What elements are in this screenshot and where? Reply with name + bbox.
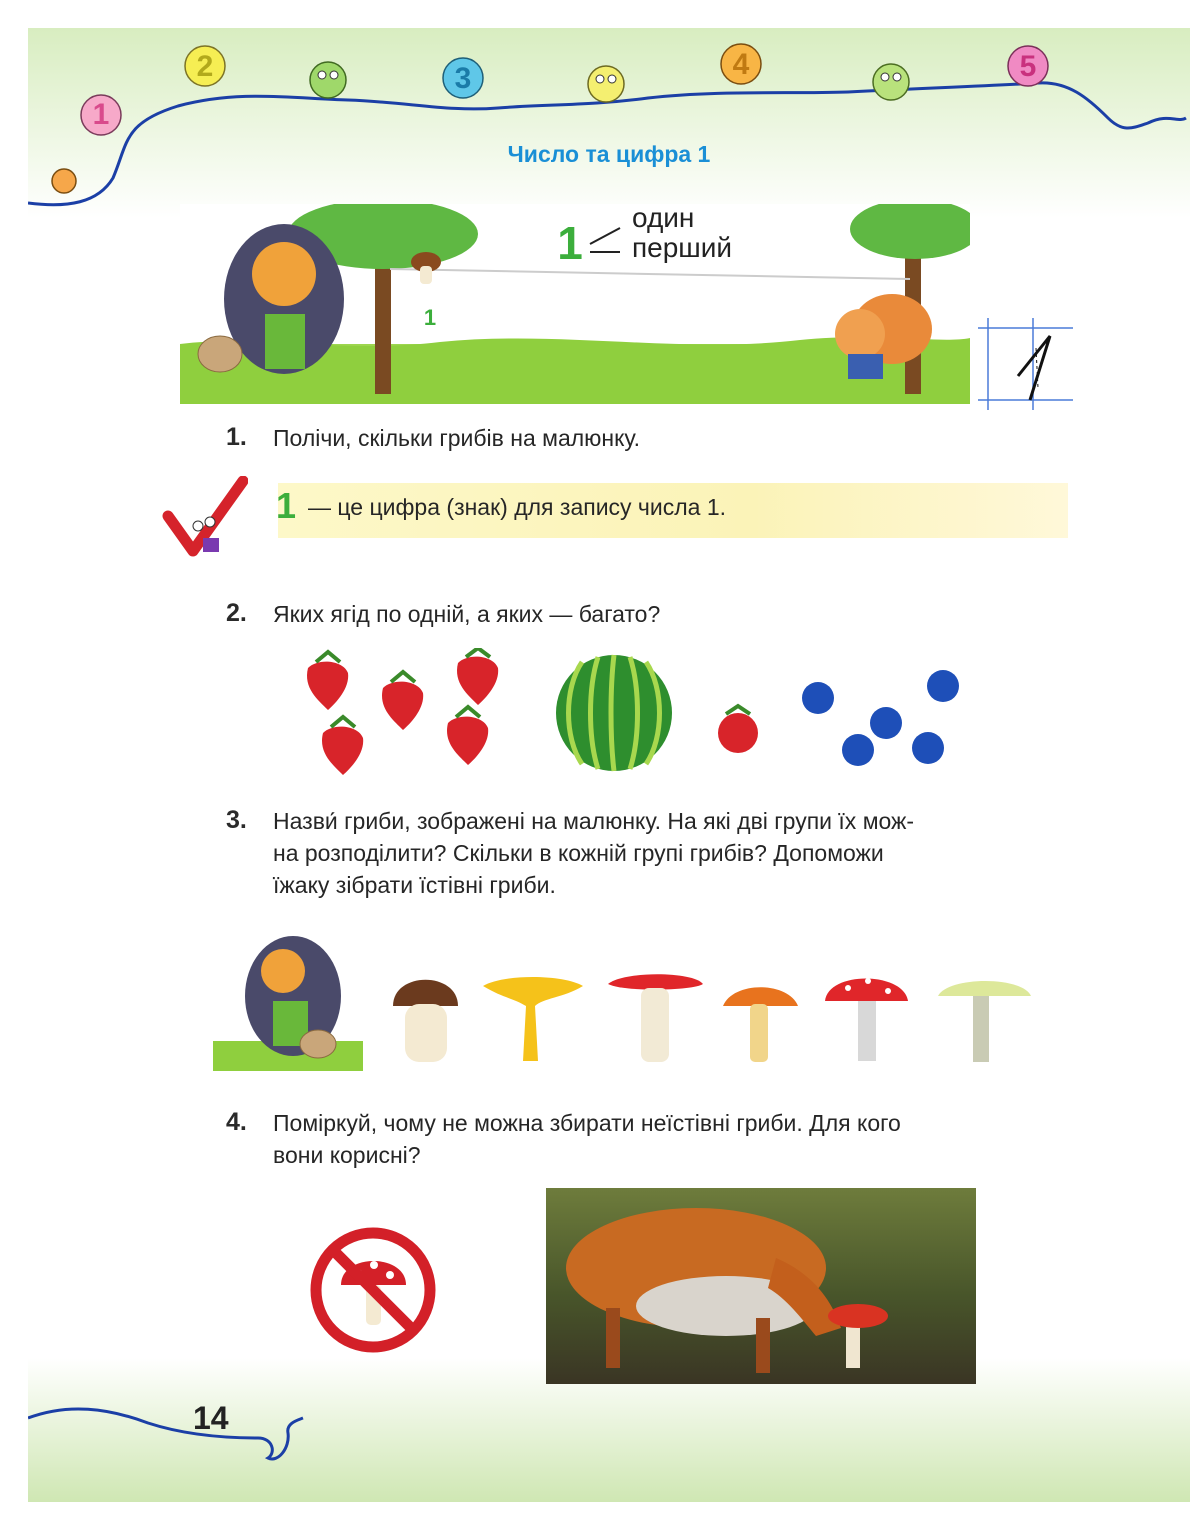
task-3-line-1: Назви́ гриби, зображені на малюнку. На які дві групи їх мож- bbox=[273, 808, 915, 834]
forest-scene bbox=[180, 204, 970, 404]
page-title: Число та цифра 1 bbox=[507, 141, 711, 167]
russula-mushroom-icon bbox=[608, 974, 703, 1062]
mascot-five-label: 5 bbox=[1019, 50, 1037, 83]
rule-text: — це цифра (знак) для запису числа 1. bbox=[308, 494, 727, 520]
mascot-two bbox=[180, 40, 230, 105]
porcini-mushroom-icon bbox=[393, 980, 458, 1062]
textbook-page bbox=[28, 28, 1190, 1502]
page-number: 14 bbox=[193, 1400, 229, 1436]
task-2-number: 2. bbox=[226, 599, 247, 627]
task-4-number: 4. bbox=[226, 1108, 247, 1136]
berries-illustration bbox=[298, 648, 978, 778]
word-first: перший bbox=[632, 232, 733, 263]
blueberry-icon bbox=[912, 732, 944, 764]
mascot-three-label: 3 bbox=[454, 62, 472, 95]
death-cap-mushroom-icon bbox=[938, 981, 1031, 1062]
task-4-line-1: Поміркуй, чому не можна збирати неїстівні гриби. Для кого bbox=[273, 1110, 901, 1136]
mascot-four-label: 4 bbox=[732, 48, 750, 81]
footer-wave bbox=[28, 1378, 348, 1468]
word-one: один bbox=[632, 202, 695, 233]
task-1-number: 1. bbox=[226, 423, 247, 451]
task-4-line-2: вони корисні? bbox=[273, 1142, 421, 1168]
blueberry-icon bbox=[842, 734, 874, 766]
chanterelle-mushroom-icon bbox=[483, 977, 583, 1061]
mushroom-label: 1 bbox=[423, 305, 437, 330]
strawberry-icon bbox=[382, 672, 423, 730]
task-3-line-3: їжаку зібрати їстівні гриби. bbox=[273, 872, 556, 898]
rule-digit: 1 bbox=[276, 485, 297, 526]
task-2-text: Яких ягід по одній, а яких — багато? bbox=[273, 601, 661, 627]
fly-agaric-mushroom-icon bbox=[825, 978, 908, 1061]
strawberry-icon bbox=[307, 652, 348, 710]
no-mushroom-sign-icon bbox=[306, 1223, 441, 1358]
intro-illustration bbox=[180, 204, 970, 404]
mascot-four bbox=[716, 36, 766, 101]
writing-grid bbox=[978, 318, 1073, 410]
mascot-yellow bbox=[581, 60, 631, 115]
strawberry-icon bbox=[322, 717, 363, 775]
checkmark-mascot-icon bbox=[158, 476, 248, 561]
orange-cap-mushroom-icon bbox=[723, 987, 798, 1062]
mascot-five bbox=[1003, 38, 1053, 103]
task-3-line-2: на розподілити? Скільки в кожній групі грибів? Допоможи bbox=[273, 840, 884, 866]
mascot-green bbox=[303, 56, 353, 111]
mascot-one-label: 1 bbox=[92, 98, 110, 131]
intro-digit: 1 bbox=[557, 217, 583, 269]
strawberry-icon bbox=[457, 648, 498, 705]
mascot-two-label: 2 bbox=[196, 50, 214, 83]
mascot-light-green bbox=[866, 58, 916, 113]
strawberry-icon bbox=[447, 707, 488, 765]
mushrooms-illustration bbox=[213, 926, 1033, 1076]
watermelon-icon bbox=[556, 655, 672, 771]
mascot-orange-small bbox=[44, 163, 84, 208]
task-3-number: 3. bbox=[226, 806, 247, 834]
blueberry-icon bbox=[802, 682, 834, 714]
task-1-text: Полічи, скільки грибів на малюнку. bbox=[273, 425, 641, 451]
raspberry-icon bbox=[718, 706, 758, 753]
blueberry-icon bbox=[927, 670, 959, 702]
blueberry-icon bbox=[870, 707, 902, 739]
mascot-three bbox=[438, 50, 488, 115]
fox-photo bbox=[546, 1188, 976, 1384]
